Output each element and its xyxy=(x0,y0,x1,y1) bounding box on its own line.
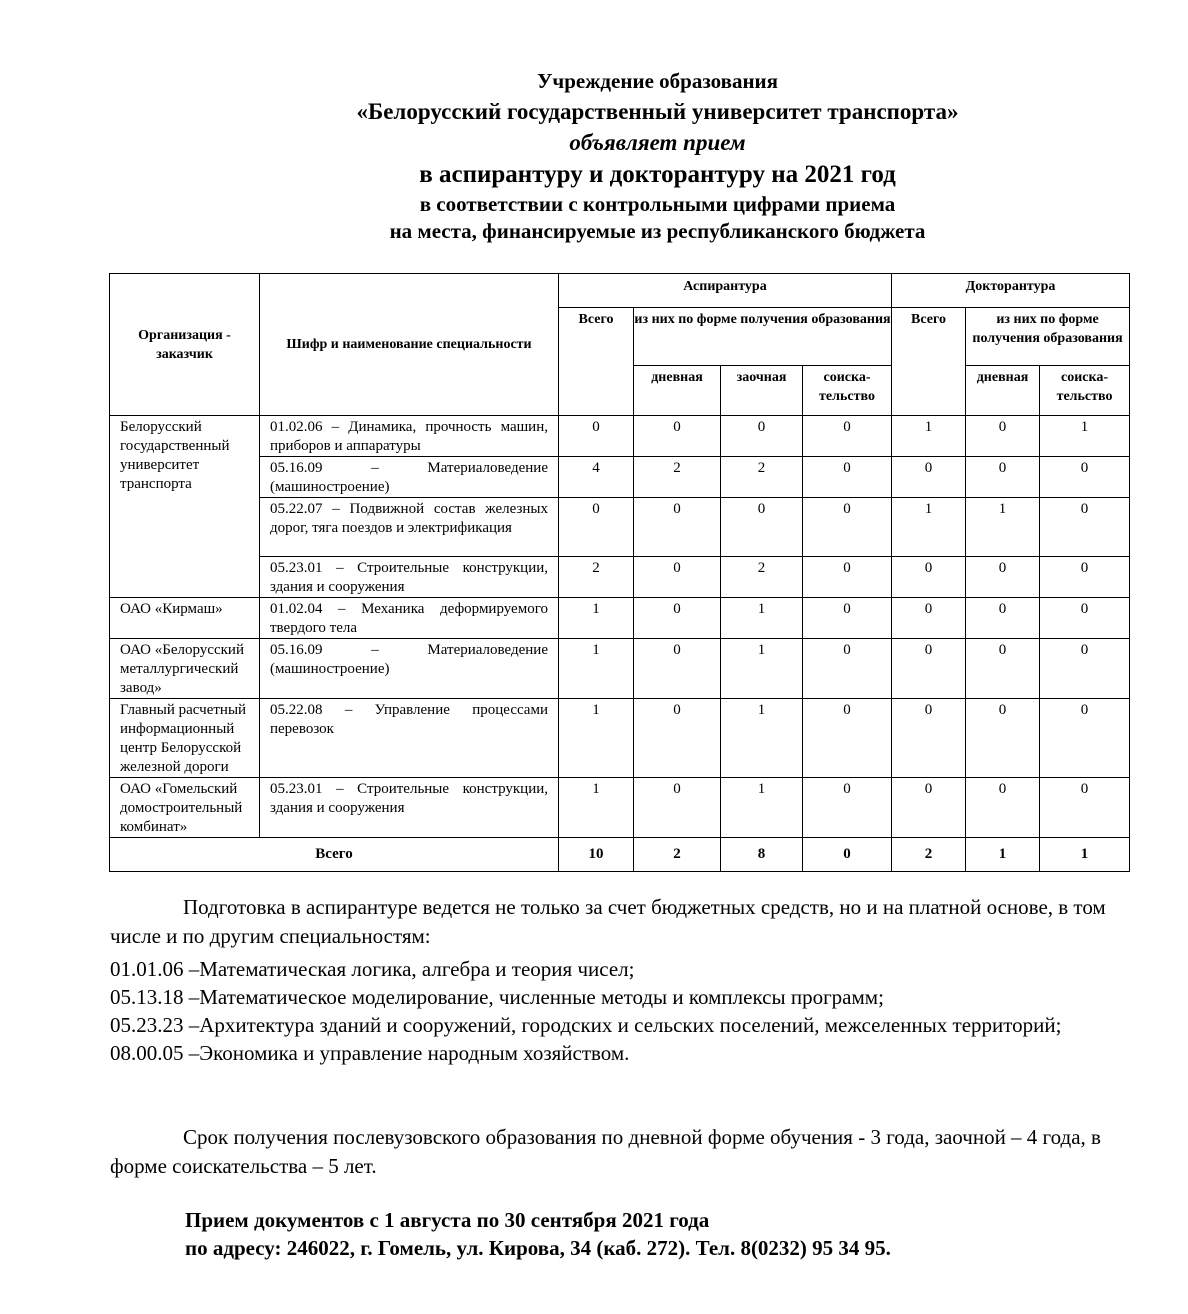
table-row xyxy=(110,639,1130,699)
announcement-title: в аспирантуру и докторантуру на 2021 год xyxy=(419,161,896,188)
asp-day-cell: 0 xyxy=(634,416,721,457)
dok-day-cell: 1 xyxy=(966,498,1040,557)
col-header-org: Организация - заказчик xyxy=(110,274,260,416)
total-asp-applicant: 0 xyxy=(803,838,892,872)
list-item xyxy=(110,955,1120,983)
dok-total-cell: 1 xyxy=(892,416,966,457)
dok-total-cell: 0 xyxy=(892,778,966,838)
col-header-doktorantura: Докторантура xyxy=(892,274,1130,308)
total-dok-applicant: 1 xyxy=(1040,838,1130,872)
spec-cell: 05.16.09 – Материаловедение (машиностроение) xyxy=(260,639,559,699)
asp-applicant-cell: 0 xyxy=(803,598,892,639)
dok-total-cell: 0 xyxy=(892,699,966,778)
asp-day-cell: 0 xyxy=(634,557,721,598)
announcement-subtitle-2: на места, финансируемые из республиканского бюджета xyxy=(389,219,926,243)
institution-type: Учреждение образования xyxy=(536,69,779,93)
dok-applicant-cell: 0 xyxy=(1040,598,1130,639)
announcement-verb: объявляет прием xyxy=(569,130,746,155)
address-phone: по адресу: 246022, г. Гомель, ул. Кирова, 34 (каб. 272). Тел. 8(0232) 95 34 95. xyxy=(185,1236,891,1260)
asp-extramural-cell: 0 xyxy=(721,498,803,557)
col-header-dok-total: Всего xyxy=(892,308,966,416)
study-duration-paragraph: Срок получения послевузовского образования по дневной форме обучения - 3 года, заочной – 4 года, в форме соискательства – 5 лет. xyxy=(110,1125,1101,1178)
admission-table xyxy=(109,273,1130,872)
table-head xyxy=(110,274,1130,416)
list-item xyxy=(110,1011,1120,1039)
dok-applicant-cell: 0 xyxy=(1040,699,1130,778)
list-item xyxy=(110,1039,1120,1067)
specialty-code: 01.01.06 – xyxy=(110,957,200,981)
col-header-spec: Шифр и наименование специальности xyxy=(260,274,559,416)
totals-label: Всего xyxy=(110,838,559,872)
org-cell: ОАО «Белорусский металлургический завод» xyxy=(110,639,260,699)
col-header-asp-extramural: заочная xyxy=(721,366,803,416)
asp-total-cell: 0 xyxy=(559,498,634,557)
asp-extramural-cell: 1 xyxy=(721,598,803,639)
dok-total-cell: 0 xyxy=(892,557,966,598)
specialty-name: Экономика и управление народным хозяйством. xyxy=(199,1041,630,1065)
table-row xyxy=(110,416,1130,457)
table-body xyxy=(110,416,1130,872)
col-header-aspirantura: Аспирантура xyxy=(559,274,892,308)
dok-applicant-cell: 0 xyxy=(1040,457,1130,498)
asp-applicant-cell: 0 xyxy=(803,498,892,557)
asp-total-cell: 1 xyxy=(559,639,634,699)
dok-total-cell: 0 xyxy=(892,598,966,639)
org-cell: Белорусский государственный университет транспорта xyxy=(110,416,260,598)
dok-applicant-cell: 0 xyxy=(1040,639,1130,699)
totals-row xyxy=(110,838,1130,872)
document-header xyxy=(110,66,1188,246)
org-cell: ОАО «Гомельский домостроительный комбинат» xyxy=(110,778,260,838)
dok-day-cell: 0 xyxy=(966,416,1040,457)
asp-applicant-cell: 0 xyxy=(803,557,892,598)
asp-total-cell: 1 xyxy=(559,778,634,838)
org-cell: ОАО «Кирмаш» xyxy=(110,598,260,639)
asp-total-cell: 0 xyxy=(559,416,634,457)
col-header-asp-by-form: из них по форме получения образования xyxy=(634,308,892,366)
specialty-code: 08.00.05 – xyxy=(110,1041,200,1065)
spec-cell: 05.16.09 – Материаловедение (машиностроение) xyxy=(260,457,559,498)
dok-day-cell: 0 xyxy=(966,778,1040,838)
total-asp-extramural: 8 xyxy=(721,838,803,872)
specialty-name: Математическая логика, алгебра и теория чисел; xyxy=(199,957,635,981)
table-row xyxy=(110,557,1130,598)
specialty-code: 05.23.23 – xyxy=(110,1013,200,1037)
total-asp-total: 10 xyxy=(559,838,634,872)
asp-extramural-cell: 1 xyxy=(721,639,803,699)
specialty-name: Математическое моделирование, численные методы и комплексы программ; xyxy=(199,985,884,1009)
asp-applicant-cell: 0 xyxy=(803,416,892,457)
col-header-dok-applicant: соиска-тельство xyxy=(1040,366,1130,416)
institution-name: «Белорусский государственный университет транспорта» xyxy=(356,99,959,124)
col-header-asp-total: Всего xyxy=(559,308,634,416)
total-dok-day: 1 xyxy=(966,838,1040,872)
spec-cell: 01.02.06 – Динамика, прочность машин, приборов и аппаратуры xyxy=(260,416,559,457)
total-dok-total: 2 xyxy=(892,838,966,872)
col-header-dok-day: дневная xyxy=(966,366,1040,416)
asp-total-cell: 4 xyxy=(559,457,634,498)
dok-day-cell: 0 xyxy=(966,457,1040,498)
asp-day-cell: 0 xyxy=(634,498,721,557)
table-row xyxy=(110,457,1130,498)
dok-day-cell: 0 xyxy=(966,699,1040,778)
specialty-code: 05.13.18 – xyxy=(110,985,200,1009)
dok-day-cell: 0 xyxy=(966,598,1040,639)
asp-applicant-cell: 0 xyxy=(803,639,892,699)
asp-day-cell: 0 xyxy=(634,778,721,838)
dok-day-cell: 0 xyxy=(966,557,1040,598)
asp-extramural-cell: 0 xyxy=(721,416,803,457)
paid-training-paragraph: Подготовка в аспирантуре ведется не только за счет бюджетных средств, но и на платной основе, в том числе и по другим специальностям: xyxy=(110,895,1106,948)
asp-extramural-cell: 2 xyxy=(721,457,803,498)
asp-extramural-cell: 1 xyxy=(721,778,803,838)
announcement-subtitle-1: в соответствии с контрольными цифрами приема xyxy=(419,192,896,216)
spec-cell: 05.22.07 – Подвижной состав железных дорог, тяга поездов и электрификация xyxy=(260,498,559,557)
asp-applicant-cell: 0 xyxy=(803,457,892,498)
asp-day-cell: 0 xyxy=(634,699,721,778)
asp-day-cell: 0 xyxy=(634,598,721,639)
specialty-name: Архитектура зданий и сооружений, городских и сельских поселений, межселенных территорий; xyxy=(199,1013,1062,1037)
dok-applicant-cell: 0 xyxy=(1040,557,1130,598)
asp-extramural-cell: 1 xyxy=(721,699,803,778)
asp-total-cell: 1 xyxy=(559,598,634,639)
asp-extramural-cell: 2 xyxy=(721,557,803,598)
specialties-list xyxy=(110,955,1120,1067)
spec-cell: 01.02.04 – Механика деформируемого твердого тела xyxy=(260,598,559,639)
dok-total-cell: 1 xyxy=(892,498,966,557)
dok-applicant-cell: 0 xyxy=(1040,498,1130,557)
table-row xyxy=(110,498,1130,557)
dok-day-cell: 0 xyxy=(966,639,1040,699)
contact-info xyxy=(185,1206,891,1262)
asp-total-cell: 2 xyxy=(559,557,634,598)
org-cell: Главный расчетный информационный центр Белорусской железной дороги xyxy=(110,699,260,778)
asp-applicant-cell: 0 xyxy=(803,778,892,838)
table-row xyxy=(110,598,1130,639)
dok-total-cell: 0 xyxy=(892,457,966,498)
table-row xyxy=(110,699,1130,778)
dok-applicant-cell: 0 xyxy=(1040,778,1130,838)
dok-applicant-cell: 1 xyxy=(1040,416,1130,457)
list-item xyxy=(110,983,1120,1011)
col-header-dok-by-form: из них по форме получения образования xyxy=(966,308,1130,366)
total-asp-day: 2 xyxy=(634,838,721,872)
asp-total-cell: 1 xyxy=(559,699,634,778)
asp-day-cell: 0 xyxy=(634,639,721,699)
table-row xyxy=(110,778,1130,838)
asp-applicant-cell: 0 xyxy=(803,699,892,778)
col-header-asp-applicant: соиска-тельство xyxy=(803,366,892,416)
dok-total-cell: 0 xyxy=(892,639,966,699)
asp-day-cell: 2 xyxy=(634,457,721,498)
spec-cell: 05.22.08 – Управление процессами перевозок xyxy=(260,699,559,778)
spec-cell: 05.23.01 – Строительные конструкции, здания и сооружения xyxy=(260,778,559,838)
document-dates: Прием документов с 1 августа по 30 сентября 2021 года xyxy=(185,1208,710,1232)
spec-cell: 05.23.01 – Строительные конструкции, здания и сооружения xyxy=(260,557,559,598)
col-header-asp-day: дневная xyxy=(634,366,721,416)
